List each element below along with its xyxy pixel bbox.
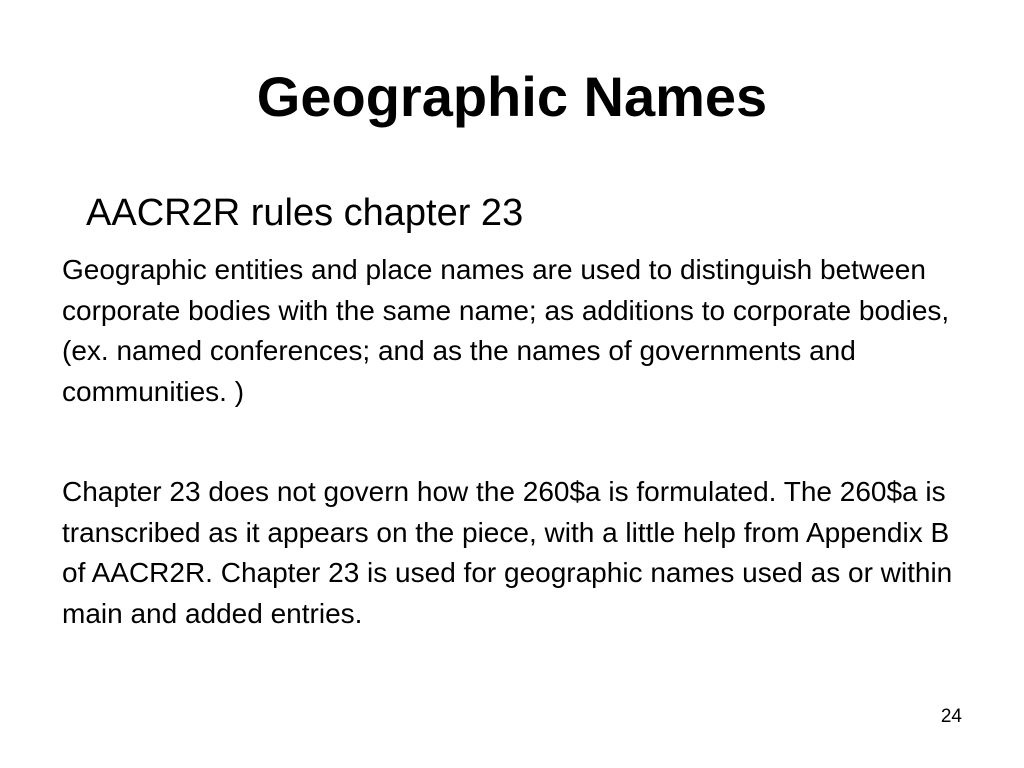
body-paragraph-2: Chapter 23 does not govern how the 260$a is formulated. The 260$a is transcribed as it appears on the piece, with a little help from Appendix B of AACR2R. Chapter 23 is used for geographic names used as or within main and added entries.	[62, 476, 953, 629]
slide-title: Geographic Names	[256, 65, 768, 128]
page-number: 24	[940, 706, 962, 727]
body-paragraph-1: Geographic entities and place names are used to distinguish between corporate bodies with the same name; as additions to corporate bodies, (ex. named conferences; and as the names of governments and communities. )	[62, 254, 950, 407]
slide-subtitle: AACR2R rules chapter 23	[86, 192, 524, 234]
